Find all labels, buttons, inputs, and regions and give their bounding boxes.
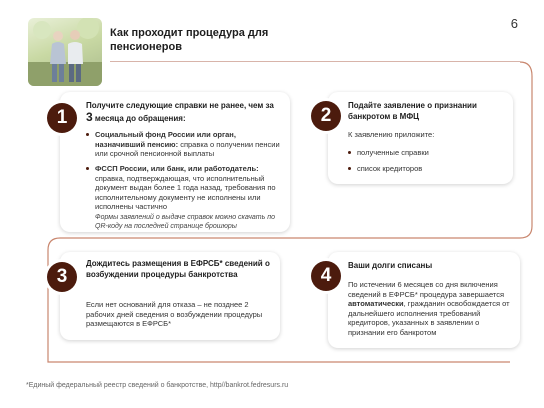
step-1-note: Формы заявлений о выдаче справок можно скачать по QR-коду на последней странице брошюры: [95, 214, 275, 230]
step-4-text-bold: автоматически: [348, 299, 404, 308]
step-2-item: список кредиторов: [348, 164, 517, 174]
page-title: Как проходит процедура для пенсионеров: [110, 27, 269, 53]
step-4-text-pre: По истечении 6 месяцев со дня включения сведений в ЕФРСБ* процедура завершается: [348, 280, 505, 299]
step-2-card: [328, 92, 513, 184]
step-2-item: полученные справки: [348, 148, 517, 158]
step-1-heading: [86, 101, 282, 124]
step-2-number: 2: [311, 101, 341, 131]
footnote: *Единый федеральный реестр сведений о банкротстве, http//bankrot.fedresurs.ru: [26, 382, 289, 389]
step-1-number: 1: [47, 103, 77, 133]
step-1-heading-big: 3: [86, 109, 93, 124]
step-1-item-2-text: справка, подтверждающая, что исполнительный документ выдан более 1 года назад, требования по исполнительному документу не исполнены или исполнены частично: [95, 173, 276, 211]
step-4-text: [348, 280, 516, 337]
step-1-item-2-bold: ФССП России, или банк, или работодатель:: [95, 164, 259, 173]
page-number: 6: [510, 16, 518, 31]
step-3-text: Если нет оснований для отказа – не позднее 2 рабочих дней сведения о возбуждении процедуры размещаются в ЕФРСБ*: [86, 300, 263, 328]
step-1-heading-pre: Получите следующие справки не ранее, чем за: [86, 101, 274, 110]
step-3-heading: Дождитесь размещения в ЕФРСБ* сведений о возбуждении процедуры банкротства: [86, 259, 270, 279]
step-1-card: [60, 92, 290, 232]
step-4-heading: Ваши долги списаны: [348, 261, 433, 270]
step-1-heading-post: месяца до обращения:: [94, 113, 186, 123]
step-4-number: 4: [311, 261, 341, 291]
step-4-text-post: , гражданин освобождается от дальнейшего исполнения требований кредиторов, указанных в заявлении о признании его банкротом: [348, 299, 510, 337]
step-3-card: [60, 252, 280, 340]
step-2-heading: Подайте заявление о признании банкротом в МФЦ: [348, 101, 477, 121]
step-1-item-1-text: справка о получении пенсии или срочной пенсионной выплаты: [95, 139, 280, 158]
step-1-item: [86, 130, 285, 159]
step-3-number: 3: [47, 262, 77, 292]
step-1-item: [86, 164, 290, 212]
step-2-intro: К заявлению приложите:: [348, 130, 435, 139]
step-4-card: [328, 252, 520, 348]
step-1-item-1-bold: Социальный фонд России или орган, назначивший пенсию:: [95, 130, 236, 149]
